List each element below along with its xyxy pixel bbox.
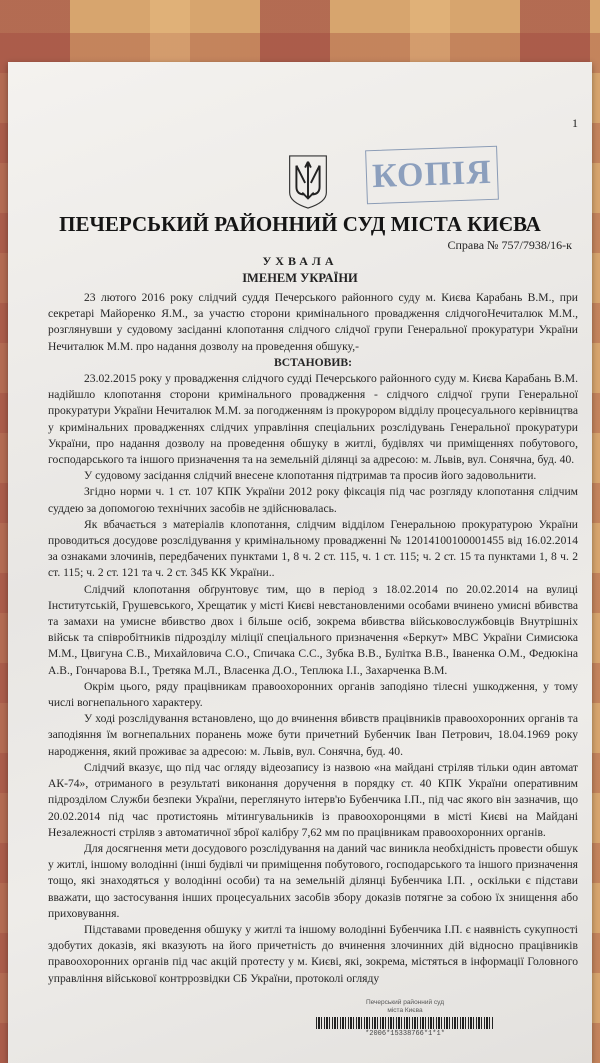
page-number: 1 bbox=[572, 116, 578, 130]
barcode bbox=[316, 1017, 494, 1029]
court-title: ПЕЧЕРСЬКИЙ РАЙОННИЙ СУД МІСТА КИЄВА bbox=[59, 212, 541, 236]
document-type: УХВАЛА bbox=[262, 254, 338, 268]
barcode-court-label bbox=[316, 999, 494, 1015]
barcode-court-line-1: Печерський районний суд bbox=[365, 998, 445, 1006]
trident-emblem-icon bbox=[287, 154, 329, 210]
paragraph: Окрім цього, ряду працівникам правоохоронних органів заподіяно тілесні ушкодження, у тому числі вогнепального характеру. bbox=[48, 679, 578, 710]
paragraph: Як вбачається з матеріалів клопотання, слідчим відділом Генеральною прокуратурою України проводиться досудове розслідування у кримінальному провадженні № 12014100100001455 від 16.02.2014 за ознаками злочинів, передбачених пунктами 1, 8 ч. 2 ст. 115, ч. 1 ст. 115; ч. 2 ст. 15 та пунктами 1, 8 ч. 2 ст. 115; ч. 2 ст. 121 та ч. 2 ст. 345 КК України.. bbox=[48, 517, 578, 580]
paragraph: Слідчий клопотання обґрунтовує тим, що в період з 18.02.2014 по 20.02.2014 на вулиці Інститутській, Грушевського, Хрещатик у місті Києві невстановленими особами вчинено умисні вбивства та замахи на умисне вбивство двох і більше осіб, зокрема вбивства військовослужбовців Внутрішніх військ та співробітників підрозділу міліції спеціального призначення «Беркут» МВС України Симисюка М.М., Цвигуна С.В., Михайловича С.О., Спичака С.С., Зубка В.В., Булітка В.В., Іваненка О.М., Федюкіна А.В., Гончарова В.І., Третяка М.Л., Власенка Д.О., Теплюка І.І., Захарченка В.М. bbox=[48, 582, 578, 677]
barcode-number: *2006*15338766*1*1* bbox=[365, 1029, 445, 1038]
paragraph: У ході розслідування встановлено, що до вчинення вбивств працівників правоохоронних органів та заподіяння їм вогнепальних поранень може бути причетний Бубенчик Іван Петрович, 18.04.1969 року народження, який проживає за адресою: м. Львів, вул. Сонячна, буд. 40. bbox=[48, 712, 578, 758]
barcode-court-line-2: міста Києва bbox=[387, 1006, 423, 1014]
paragraph: Згідно норми ч. 1 ст. 107 КПК України 2012 року фіксація під час розгляду клопотання слідчим суддею за допомогою технічних засобів не здійснювалась. bbox=[48, 485, 578, 515]
paragraph: 23.02.2015 року у провадження слідчого судді Печерського районного суду м. Києва Карабань В.М. надійшло клопотання сторони кримінального провадження - слідчого слідчої групи Генеральної прокуратури України Нечиталюк М.М. за погодженням із прокурором відділу процесуального керівництва у кримінальних провадженнях слідчих управління спеціальних розслідувань Генеральної прокуратури України, про надання дозволу на проведення обшуку в житлі, будівлях чи приміщеннях побутового, господарського та іншого призначення та на земельній ділянці за адресою: м. Львів, вул. Сонячна, буд. 40. bbox=[48, 372, 578, 467]
document-body bbox=[48, 290, 578, 987]
paragraph: У судовому засідання слідчий внесене клопотання підтримав та просив його задовольнити. bbox=[84, 469, 537, 483]
copy-stamp: КОПІЯ bbox=[365, 146, 499, 205]
barcode-block bbox=[316, 999, 494, 1039]
paragraph: Підставами проведення обшуку у житлі та іншому володінні Бубенчика І.П. є наявність сукупності здобутих доказів, які вказують на його причетність до вчинення злочинних дій відносно працівників правоохоронних органів під час акцій протесту у м. Києві, які, зокрема, містяться в інформації Головного управління військової контррозвідки СБ України, протоколі огляду bbox=[48, 922, 578, 985]
paragraph: 23 лютого 2016 року слідчий суддя Печерського районного суду м. Києва Карабань В.М., при секретарі Майоренко Я.М., за участю сторони кримінального провадження слідчогоНечиталюк М.М., розглянувши у судовому засіданні клопотання слідчого слідчої групи Генеральної прокуратури України Нечиталюк М.М. про надання дозволу на проведення обшуку,- bbox=[48, 291, 578, 353]
section-heading: ВСТАНОВИВ: bbox=[273, 355, 352, 369]
paragraph: Для досягнення мети досудового розслідування на даний час виникла необхідність провести обшук у житлі, іншому володінні (інші будівлі чи приміщення побутового, господарського та іншого призначення тощо, які знаходяться у володінні особи) та на земельній ділянці Бубенчика І.П. , оскільки є підстави вважати, що застосування інших процесуальних засобів збору доказів потягне за собою їх знищення або приховування. bbox=[48, 841, 578, 920]
paragraph: Слідчий вказує, що під час огляду відеозапису із назвою «на майдані стріляв тільки один автомат АК-74», отриманого в результаті виконання доручення в порядку ст. 40 КПК України оперативним підрозділом Служби безпеки України, переглянуто інтерв'ю Бубенчика І.П., під час якого він зазначив, що 20.02.2014 під час протистоянь мітингувальників із правоохоронцями в місті Києві на Майдані Незалежності стріляв з автоматичної зброї калібру 7,62 мм по працівникам правоохоронних органів. bbox=[48, 760, 578, 839]
document-page bbox=[8, 62, 592, 1063]
case-number: Справа № 757/7938/16-к bbox=[447, 238, 572, 252]
in-name-heading: ІМЕНЕМ УКРАЇНИ bbox=[242, 271, 358, 285]
